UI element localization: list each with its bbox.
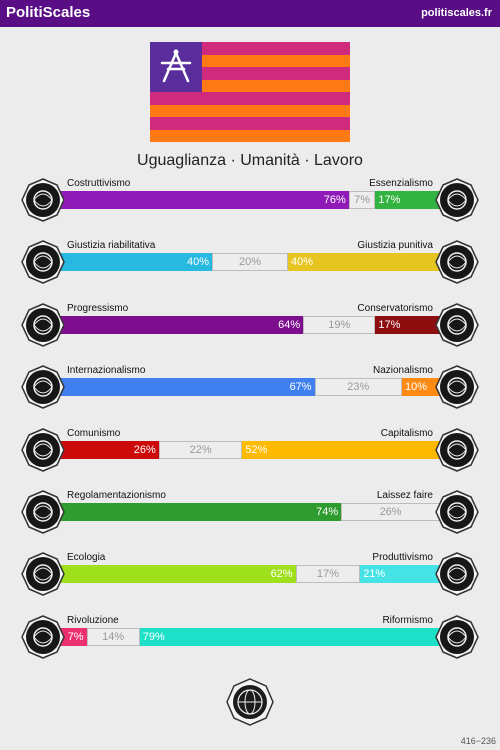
axis-row-communism	[0, 428, 500, 478]
raised-fist-emblem-icon	[21, 615, 65, 659]
axis-segment-left: 7%	[60, 628, 87, 646]
handshake-emblem-icon	[21, 240, 65, 284]
axis-bar	[60, 378, 440, 396]
axis-left-label: Costruttivismo	[67, 178, 131, 189]
axis-right-label: Essenzialismo	[369, 178, 433, 189]
flag-canton	[150, 42, 202, 92]
axis-segment-left: 64%	[60, 316, 303, 334]
axis-row-regulation	[0, 490, 500, 540]
app-title[interactable]: PolitiScales	[6, 4, 91, 21]
axis-bar	[60, 628, 440, 646]
axis-left-label: Giustizia riabilitativa	[67, 240, 156, 252]
compass-emblem-icon	[156, 47, 196, 87]
axis-segment-left: 40%	[60, 253, 212, 271]
axis-bar	[60, 565, 440, 583]
axis-segment-mid: 22%	[159, 441, 243, 459]
axis-segment-left: 26%	[60, 441, 159, 459]
prison-bars-emblem-icon	[435, 240, 479, 284]
axis-bar	[60, 441, 440, 459]
axis-right-label: Conservatorismo	[357, 302, 433, 314]
axis-segment-right: 17%	[375, 191, 440, 209]
axis-segment-mid: 7%	[349, 191, 376, 209]
site-link[interactable]: politiscales.fr	[421, 7, 492, 19]
result-code: 416−236	[460, 736, 496, 746]
motto: Uguaglianza · Umanità · Lavoro	[137, 152, 363, 169]
axis-segment-mid: 20%	[212, 253, 288, 271]
axis-row-internationalism	[0, 365, 500, 415]
axis-bar	[60, 191, 440, 209]
axis-segment-left: 74%	[60, 503, 341, 521]
flag-emblem-icon	[435, 365, 479, 409]
axis-left-label: Progressismo	[67, 302, 129, 314]
axis-left-label: Comunismo	[67, 427, 121, 439]
axis-row-ecology	[0, 552, 500, 602]
axis-right-label: Giustizia punitiva	[357, 240, 433, 252]
plant-emblem-icon	[21, 552, 65, 596]
axis-segment-mid: 14%	[87, 628, 140, 646]
axis-left-label: Rivoluzione	[67, 614, 119, 626]
axis-right-label: Nazionalismo	[372, 365, 433, 377]
axis-segment-mid: 19%	[303, 316, 375, 334]
pen-nib-emblem-icon	[435, 303, 479, 347]
flower-emblem-icon	[435, 178, 479, 222]
axis-segment-right: 52%	[242, 441, 440, 459]
axis-bar	[60, 253, 440, 271]
axis-left-label: Ecologia	[67, 552, 106, 564]
butterfly-emblem-icon	[435, 490, 479, 534]
spiral-emblem-icon	[21, 178, 65, 222]
axis-segment-mid: 17%	[296, 565, 361, 583]
axis-right-label: Capitalismo	[380, 427, 433, 439]
axis-segment-left: 62%	[60, 565, 296, 583]
axis-bar	[60, 503, 440, 521]
axis-right-label: Laissez faire	[376, 490, 433, 501]
top-bar	[0, 0, 500, 27]
axis-segment-mid: 26%	[341, 503, 440, 521]
axis-segment-right: 10%	[402, 378, 440, 396]
globe-seal-icon	[226, 678, 274, 726]
feather-emblem-icon	[21, 303, 65, 347]
scales-emblem-icon	[21, 490, 65, 534]
axis-segment-right: 79%	[140, 628, 440, 646]
axis-right-label: Produttivismo	[372, 552, 433, 564]
axis-right-label: Riformismo	[382, 614, 433, 626]
parliament-emblem-icon	[435, 615, 479, 659]
axis-segment-right: 17%	[375, 316, 440, 334]
axis-bar	[60, 316, 440, 334]
axis-segment-left: 76%	[60, 191, 349, 209]
axis-row-constructivism	[0, 178, 500, 228]
axis-segment-left: 67%	[60, 378, 315, 396]
axis-segment-right: 40%	[288, 253, 440, 271]
axis-left-label: Regolamentazionismo	[67, 490, 166, 501]
axis-left-label: Internazionalismo	[67, 365, 146, 377]
axis-row-progress	[0, 303, 500, 353]
coin-sun-emblem-icon	[435, 428, 479, 472]
globe-emblem-icon	[21, 365, 65, 409]
flag	[150, 42, 350, 142]
axis-row-justice	[0, 240, 500, 290]
axis-segment-right: 21%	[360, 565, 440, 583]
axis-row-revolution	[0, 615, 500, 665]
axis-segment-mid: 23%	[315, 378, 402, 396]
hammer-sickle-emblem-icon	[21, 428, 65, 472]
gear-emblem-icon	[435, 552, 479, 596]
